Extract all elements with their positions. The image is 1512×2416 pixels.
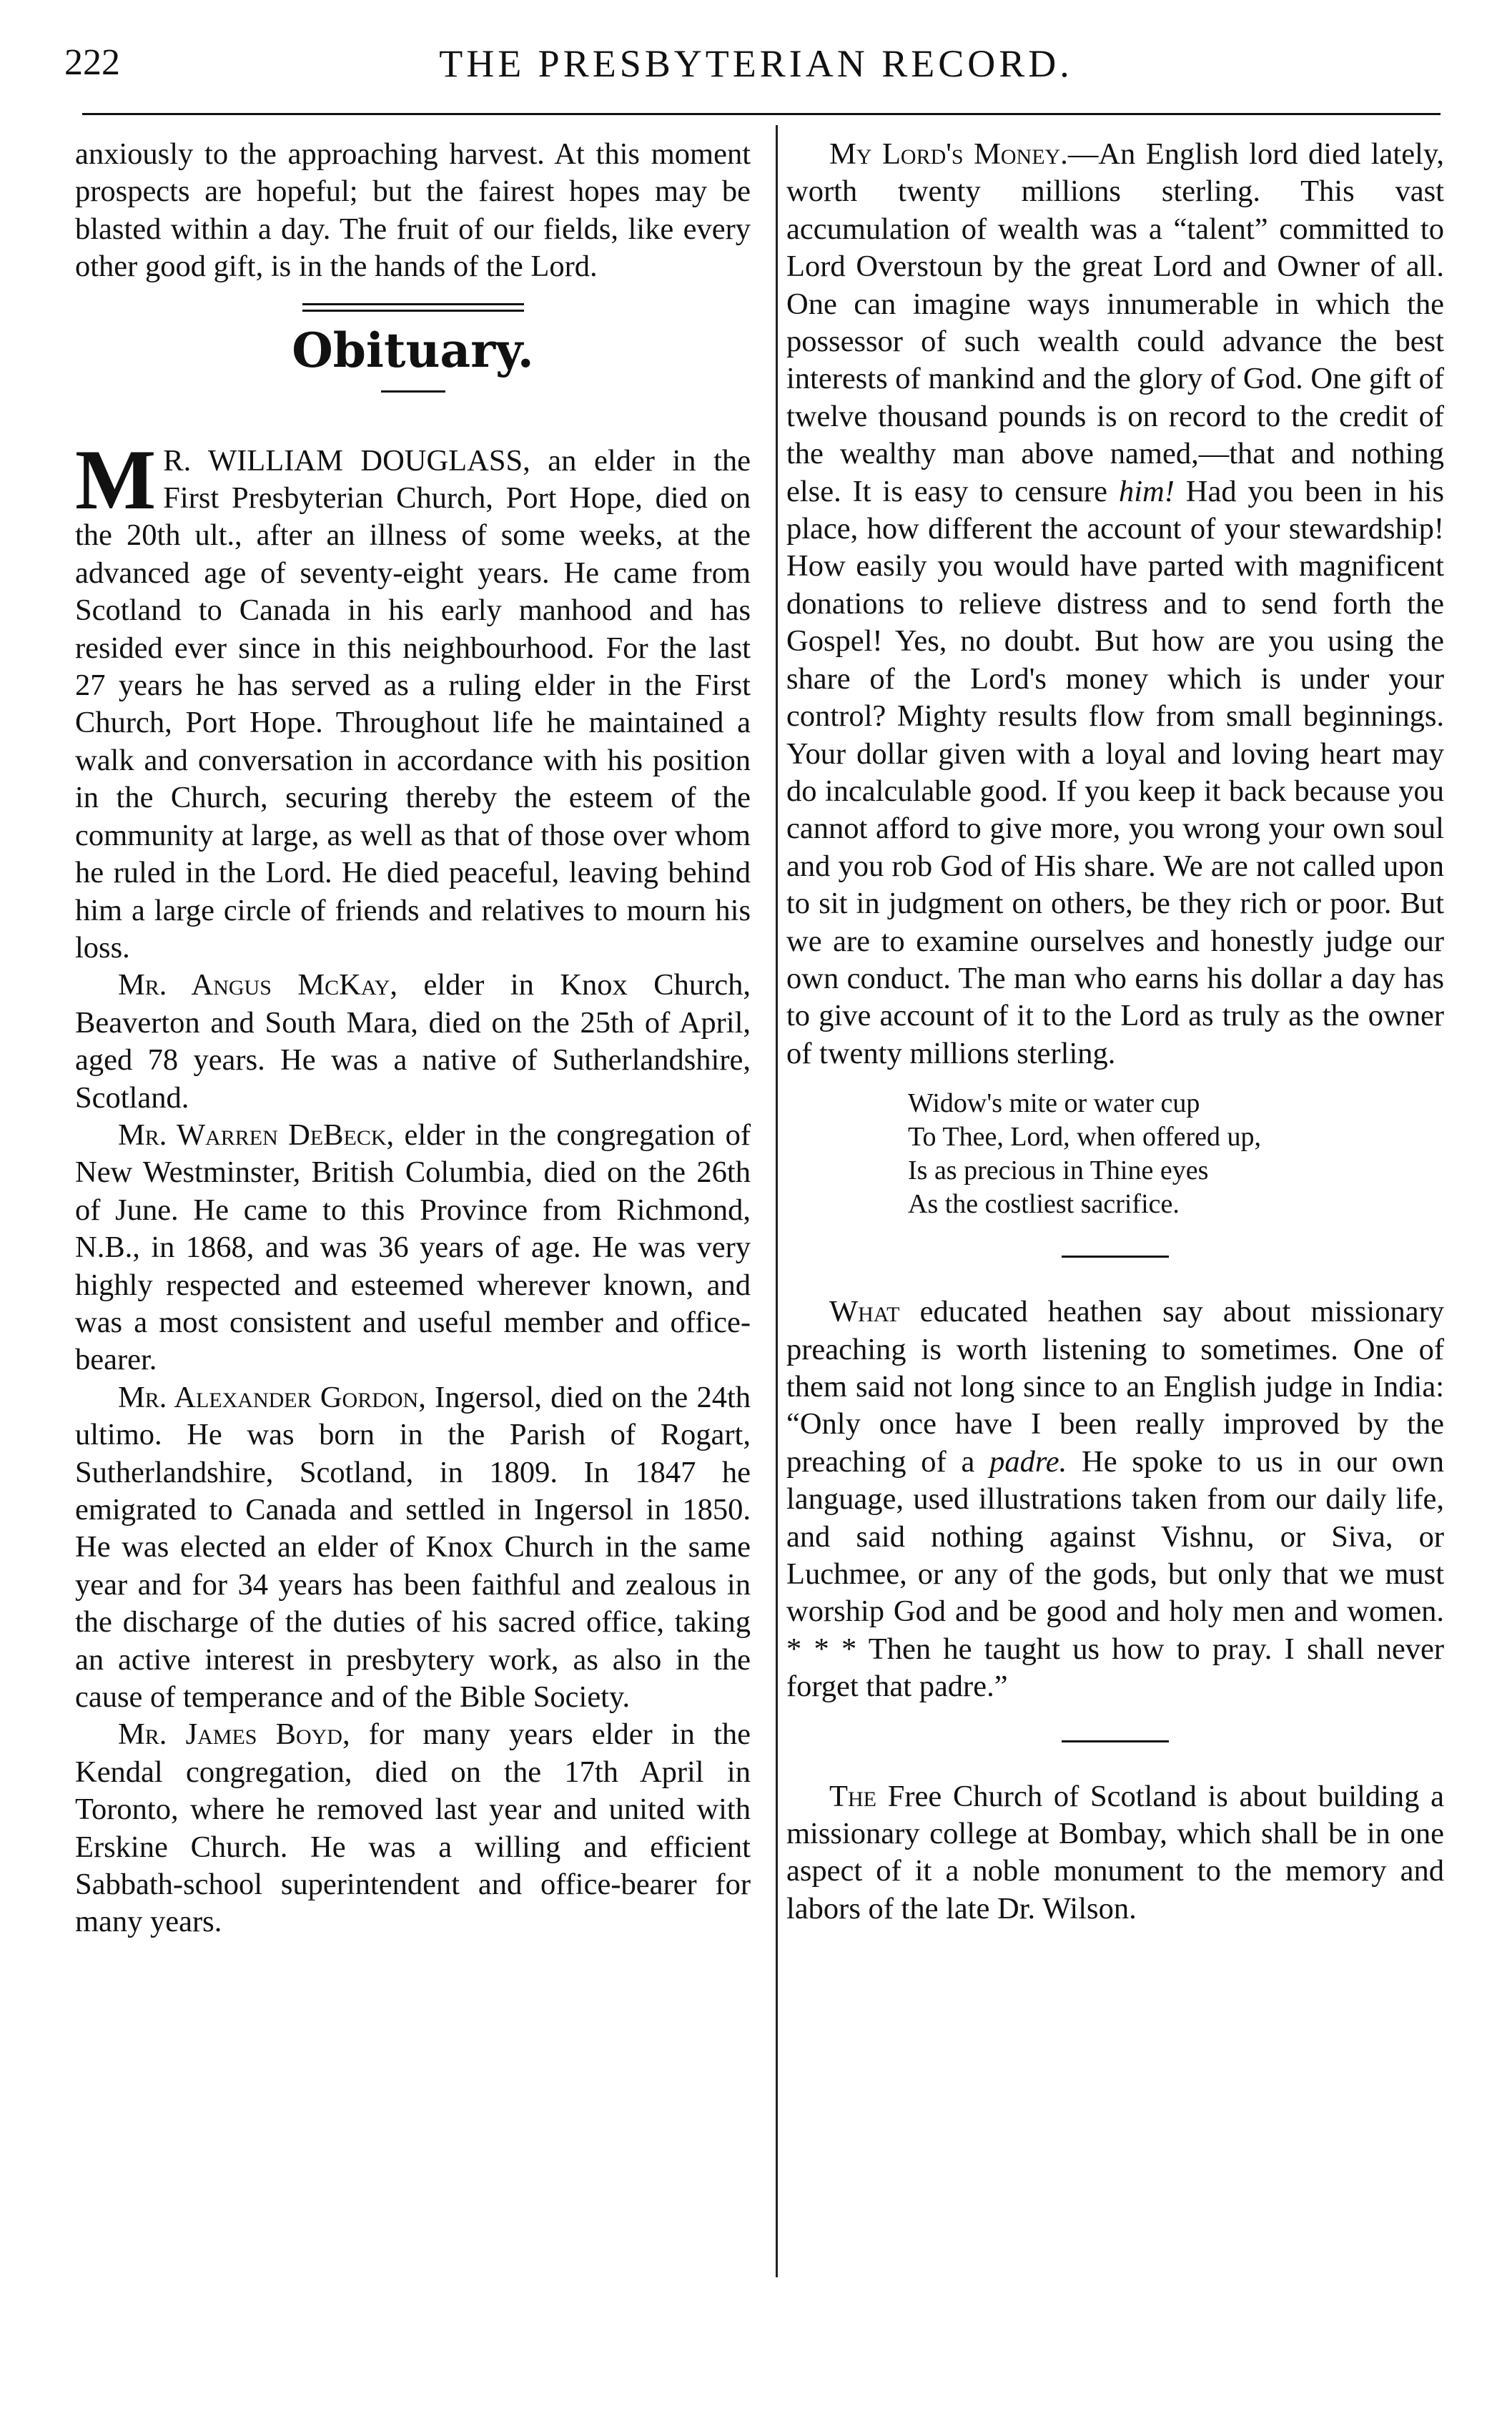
article-text: educated heathen say about missionary preaching is worth listening to sometimes. One of them said not long since to an English judge in India: “Only once have I been really improved by the preaching of a: [786, 1295, 1444, 1479]
obituary-lead: R.: [163, 443, 192, 478]
obituary-douglass: [75, 431, 751, 967]
obituary-debeck: [75, 1117, 751, 1379]
obituary-text: Ingersol, died on the 24th ultimo. He was born in the Parish of Rogart, Sutherlandshire, Scotland, in 1809. In 1847 he emigrated to Canada and settled in Ingersol in 1850. He was elected an elder of Knox Church in the same year and for 34 years has been faithful and zealous in the discharge of the duties of his sacred office, taking an active interest in presbytery work, as also in the cause of temperance and of the Bible Society.: [75, 1380, 751, 1715]
section-rule: [302, 303, 524, 312]
article-text: Free Church of Scotland is about building a missionary college at Bombay, which shall be in one aspect of it a noble monument to the memory and labors of the late Dr. Wilson.: [786, 1779, 1444, 1926]
article-separator: [1062, 1740, 1169, 1742]
article-lead: What: [829, 1295, 900, 1329]
poem-line: Widow's mite or water cup: [908, 1088, 1200, 1119]
heathen-article: [786, 1293, 1444, 1705]
heading-rule: [381, 390, 445, 393]
obituary-lead: Mr. Angus McKay,: [118, 968, 398, 1002]
right-column: [786, 136, 1444, 1928]
left-column: [75, 136, 751, 1941]
article-italic: him!: [1118, 474, 1175, 508]
lords-money-article: [786, 136, 1444, 1073]
free-church-article: [786, 1778, 1444, 1928]
article-italic: padre.: [989, 1444, 1067, 1479]
article-lead: The: [829, 1779, 876, 1813]
obituary-text: elder in Knox Church, Beaverton and South Mara, died on the 25th of April, aged 78 years. He was a native of Sutherlandshire, Scotland.: [75, 968, 751, 1115]
obituary-text: elder in the congregation of New Westminster, British Columbia, died on the 26th of June. He came to this Province from Richmond, N.B., in 1868, and was 36 years of age. He was very highly respected and esteemed wherever known, and was a most consistent and useful member and office-bearer.: [75, 1118, 751, 1377]
article-lead: My Lord's Money.: [829, 137, 1068, 171]
obituary-heading: Obituary.: [292, 322, 534, 378]
obituary-mckay: [75, 967, 751, 1117]
obituary-lead: Mr. Warren DeBeck,: [118, 1118, 395, 1152]
article-text-cont: Had you been in his place, how different the account of your stewardship! How easily you would have parted with magnificent donations to relieve distress and to send forth the Gospel! Yes, no doubt. But how are you using the share of the Lord's money which is under your control? Mighty results flow from small beginnings. Your dollar given with a loyal and loving heart may do incalculable good. If you keep it back because you cannot afford to give more, you wrong your own soul and you rob God of His share. We are not called upon to sit in judgment on others, be they rich or poor. But we are to examine ourselves and honestly judge our own conduct. The man who earns his dollar a day has to give account of it to the Lord as truly as the owner of twenty millions sterling.: [786, 474, 1444, 1070]
poem-line: As the costliest sacrifice.: [908, 1189, 1180, 1220]
article-text: —An English lord died lately, worth twenty millions sterling. This vast accumulation of wealth was a “talent” committed to Lord Overstoun by the great Lord and Owner of all. One can imagine ways innumerable in which the possessor of such wealth could advance the best interests of mankind and the glory of God. One gift of twelve thousand pounds is on record to the credit of the wealthy man above named,—that and nothing else. It is easy to censure: [786, 137, 1444, 508]
journal-title: THE PRESBYTERIAN RECORD.: [439, 42, 1073, 85]
obituary-text: WILLIAM DOUGLASS, an elder in the First Presbyterian Church, Port Hope, died on the 20th ult., after an illness of some weeks, at the advanced age of seventy-eight years. He came from Scotland to Canada in his early manhood and has resided ever since in this neighbourhood. For the last 27 years he has served as a ruling elder in the First Church, Port Hope. Throughout life he maintained a walk and conversation in accordance with his position in the Church, securing thereby the esteem of the community at large, as well as that of those over whom he ruled in the Lord. He died peaceful, leaving behind him a large circle of friends and relatives to mourn his loss.: [75, 443, 751, 965]
poem-line: Is as precious in Thine eyes: [908, 1155, 1209, 1186]
obituary-boyd: [75, 1716, 751, 1941]
poem: [908, 1087, 1444, 1221]
article-text-cont: He spoke to us in our own language, used illustrations taken from our daily life, and said nothing against Vishnu, or Siva, or Luchmee, or any of the gods, but only that we must worship God and be good and holy men and women. * * * Then he taught us how to pray. I shall never forget that padre.”: [786, 1444, 1444, 1704]
poem-line: To Thee, Lord, when offered up,: [908, 1122, 1261, 1153]
header-rule: [82, 113, 1441, 115]
drop-cap: M: [75, 431, 157, 527]
running-head: [64, 41, 1448, 92]
article-separator: [1062, 1256, 1169, 1258]
column-divider: [776, 125, 778, 2277]
page-number: 222: [64, 42, 120, 83]
obituary-text: for many years elder in the Kendal congregation, died on the 17th April in Toronto, where he removed last year and united with Erskine Church. He was a willing and efficient Sabbath-school superintendent and office-bearer for many years.: [75, 1717, 751, 1939]
obituary-lead: Mr. Alexander Gordon,: [118, 1380, 426, 1414]
harvest-paragraph: anxiously to the approaching harvest. At this moment prospects are hopeful; but the fairest hopes may be blasted within a day. The fruit of our fields, like every other good gift, is in the hands of the Lord.: [75, 137, 751, 284]
obituary-lead: Mr. James Boyd,: [118, 1717, 350, 1752]
obituary-gordon: [75, 1379, 751, 1717]
